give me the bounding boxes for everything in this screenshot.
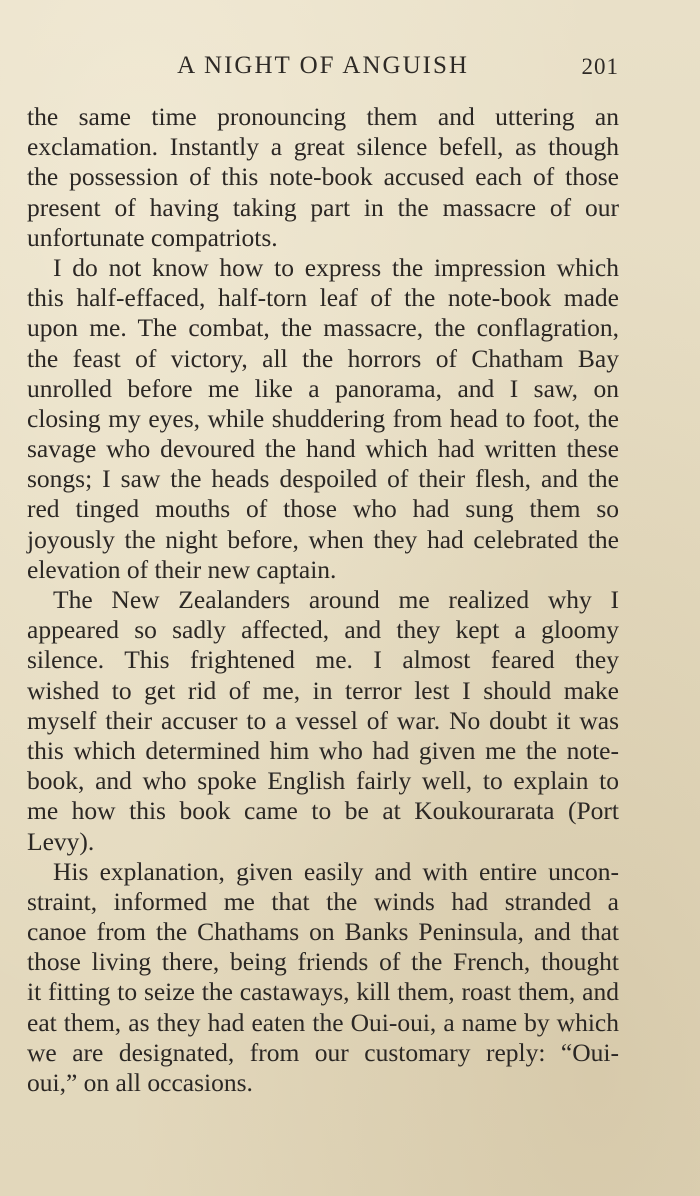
paragraph-3 <box>27 585 619 857</box>
text-line: songs; I saw the heads despoiled of their flesh, and the <box>27 464 619 494</box>
text-line: red tinged mouths of those who had sung them so <box>27 494 619 524</box>
text-line: me how this book came to be at Koukourarata (Port <box>27 796 619 826</box>
text-line: those living there, being friends of the French, thought <box>27 947 619 977</box>
text-line: book, and who spoke English fairly well, to explain to <box>27 766 619 796</box>
text-line: unrolled before me like a panorama, and I saw, on <box>27 373 619 403</box>
text-line: the possession of this note-book accused each of those <box>27 162 619 192</box>
text-line: unfortunate compatriots. <box>27 222 278 252</box>
paragraph-2 <box>27 253 619 585</box>
body-text <box>27 102 619 1098</box>
text-line: the feast of victory, all the horrors of Chatham Bay <box>27 343 619 373</box>
running-title: A NIGHT OF ANGUISH <box>177 52 469 79</box>
text-line: closing my eyes, while shuddering from head to foot, the <box>27 403 619 433</box>
text-line: myself their accuser to a vessel of war. No doubt it was <box>27 705 619 735</box>
text-line: joyously the night before, when they had celebrated the <box>27 524 619 554</box>
text-line: it fitting to seize the castaways, kill them, roast them, and <box>27 977 619 1007</box>
text-line-content: His explanation, given easily and with entire uncon- <box>53 856 619 886</box>
page-number: 201 <box>581 54 619 79</box>
running-head <box>27 52 619 88</box>
text-line: this half-effaced, half-torn leaf of the note-book made <box>27 283 619 313</box>
text-line <box>27 585 619 615</box>
paragraph-4 <box>27 857 619 1099</box>
text-line: canoe from the Chathams on Banks Peninsula, and that <box>27 917 619 947</box>
text-line: we are designated, from our customary reply: “Oui- <box>27 1037 619 1067</box>
text-line: oui,” on all occasions. <box>27 1068 253 1097</box>
text-line: eat them, as they had eaten the Oui-oui, a name by which <box>27 1007 619 1037</box>
text-line: present of having taking part in the massacre of our <box>27 192 619 222</box>
paragraph-1 <box>27 102 619 253</box>
text-line: the same time pronouncing them and uttering an <box>27 102 619 131</box>
text-line: this which determined him who had given me the note- <box>27 735 619 765</box>
text-line: appeared so sadly affected, and they kept a gloomy <box>27 615 619 645</box>
text-line: elevation of their new captain. <box>27 554 337 584</box>
text-line: savage who devoured the hand which had written these <box>27 434 619 464</box>
text-line: exclamation. Instantly a great silence befell, as though <box>27 132 619 162</box>
text-line-content: The New Zealanders around me realized why I <box>53 585 619 614</box>
text-line: silence. This frightened me. I almost feared they <box>27 645 619 675</box>
text-line <box>27 857 619 887</box>
text-line: Levy). <box>27 826 95 856</box>
text-line <box>27 253 619 283</box>
text-line: upon me. The combat, the massacre, the conflagration, <box>27 313 619 343</box>
text-line: straint, informed me that the winds had stranded a <box>27 886 619 916</box>
text-line: wished to get rid of me, in terror lest I should make <box>27 675 619 705</box>
text-line-content: I do not know how to express the impression which <box>53 252 619 282</box>
